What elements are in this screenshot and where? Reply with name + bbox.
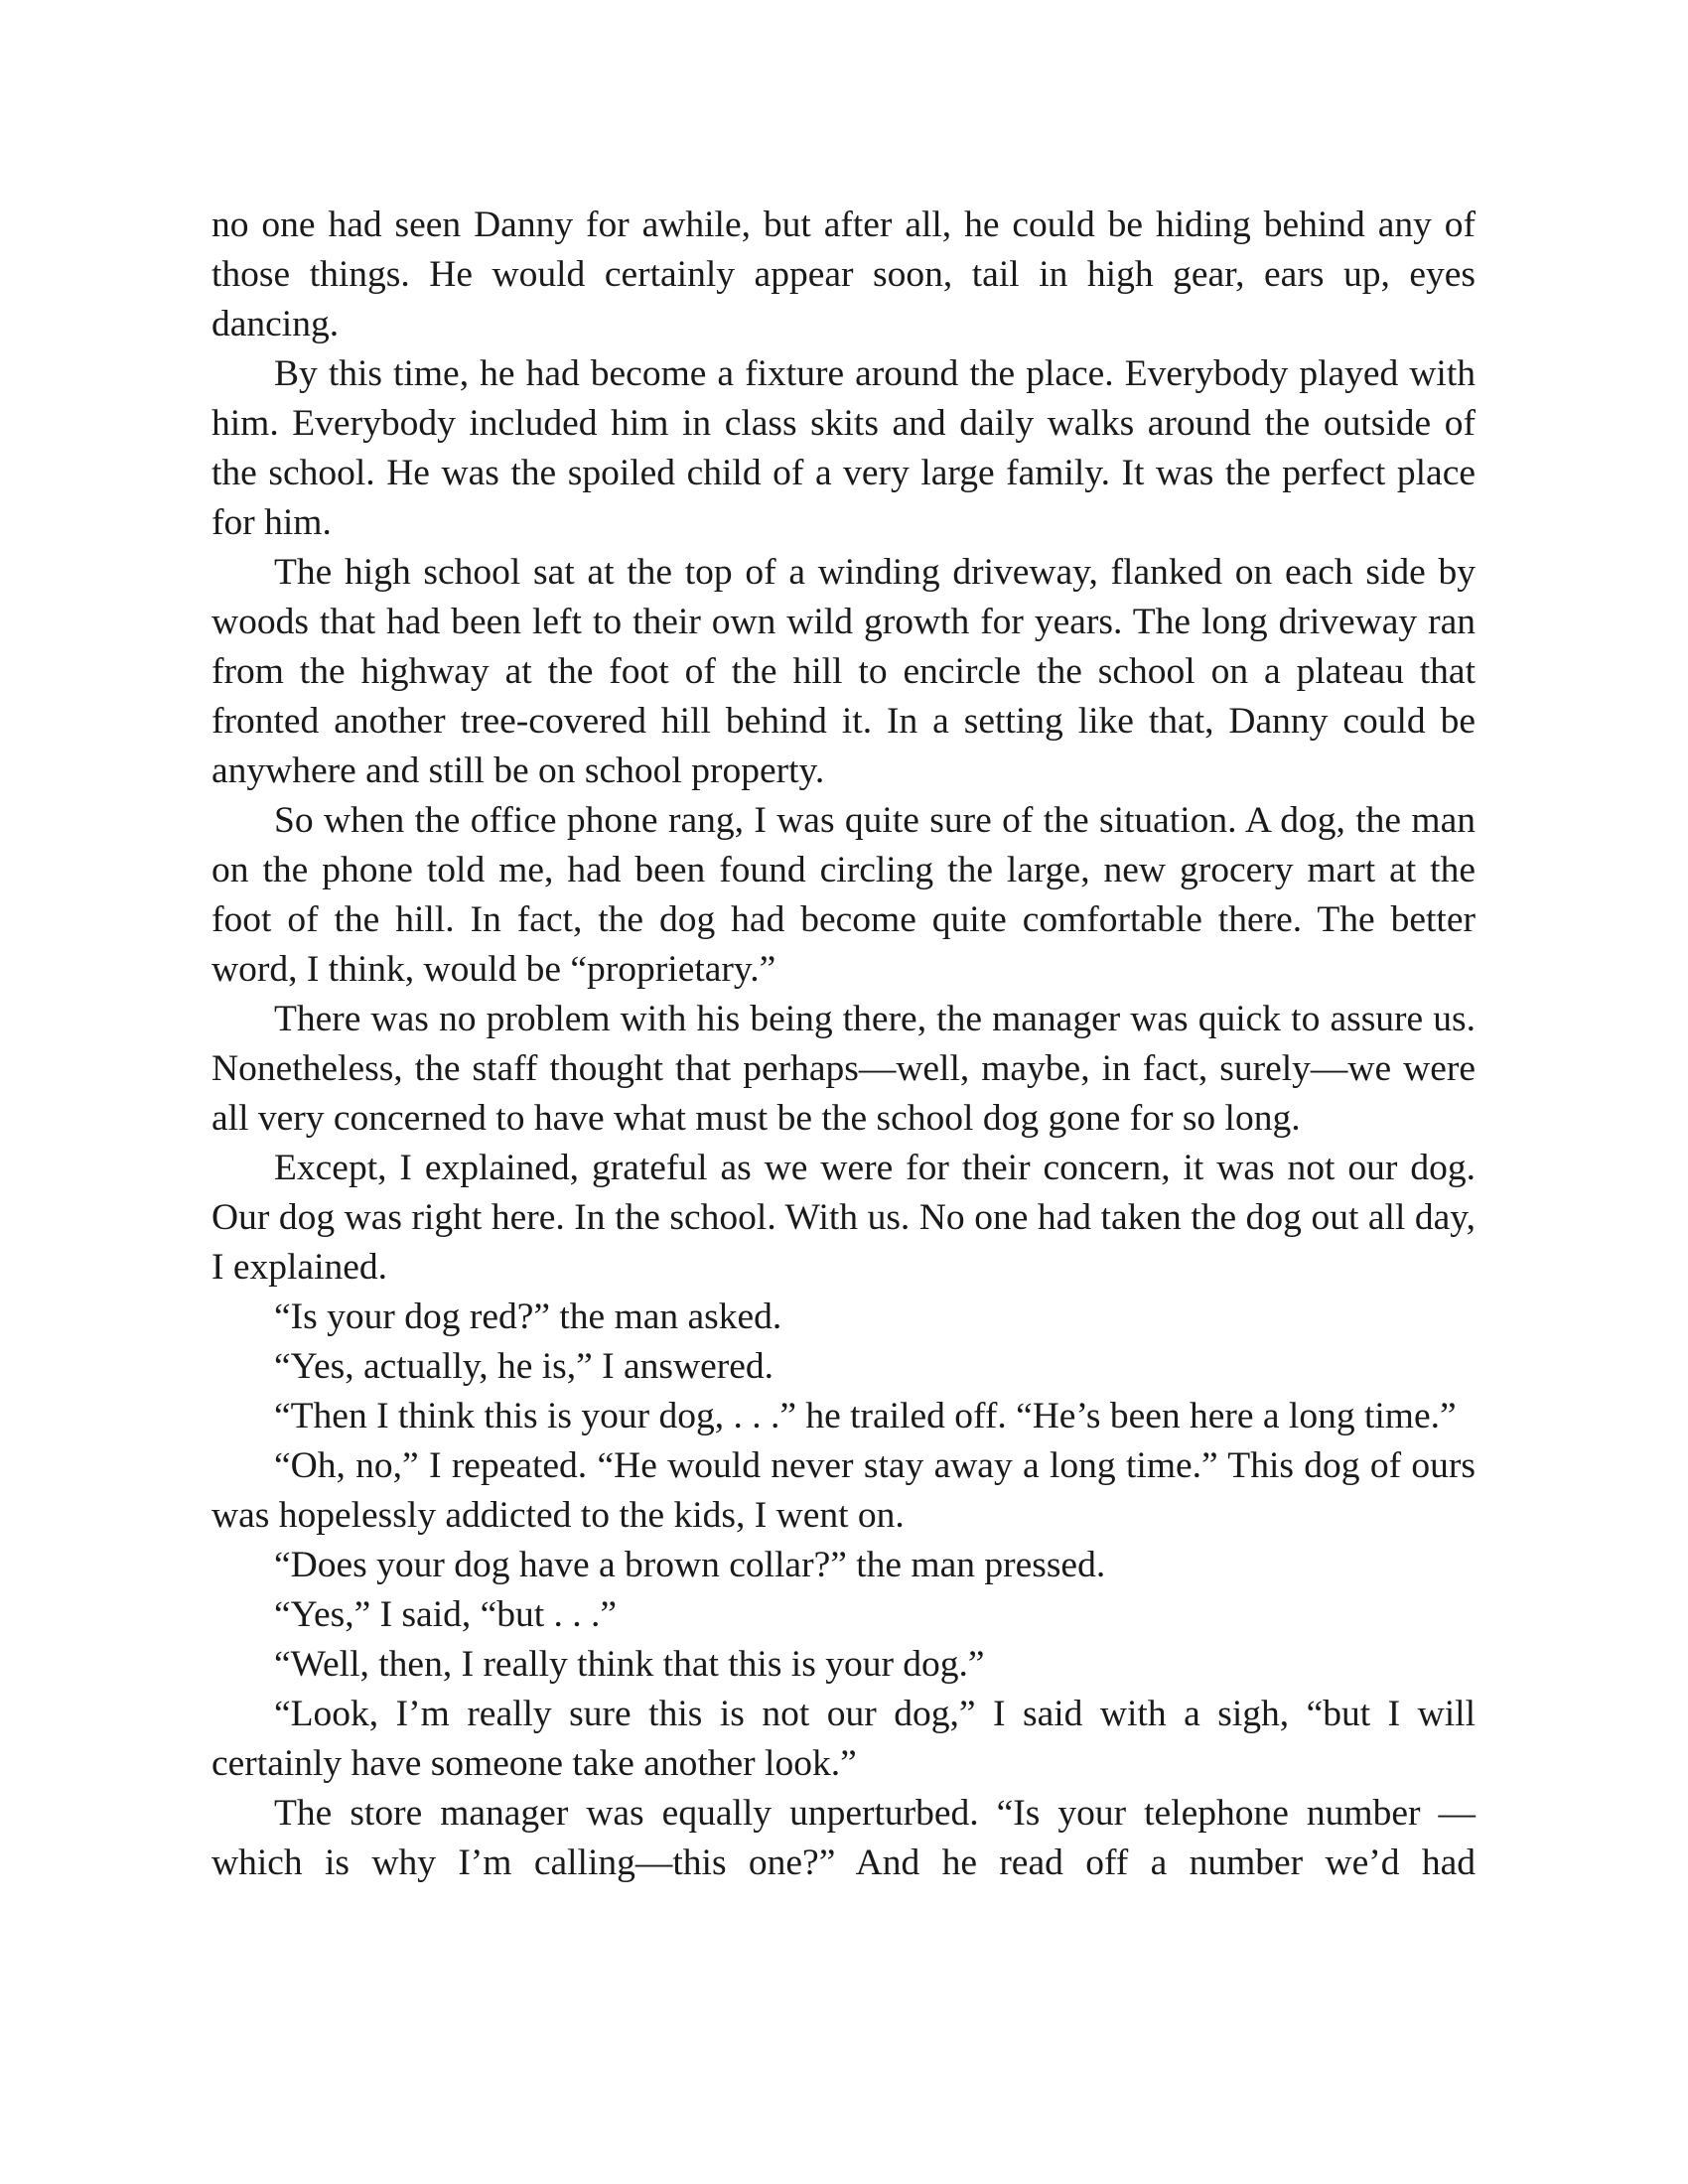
paragraph: “Yes,” I said, “but . . .” [274, 1594, 618, 1635]
paragraph: By this time, he had become a fixture around the place. Everybody played with him. Everybody included him in class skits and daily walks around the outside of the school. He was the spoiled child of a very large family. It was the perfect place for him. [211, 353, 1476, 543]
paragraph: “Is your dog red?” the man asked. [274, 1297, 782, 1337]
page-text [211, 201, 1476, 1888]
paragraph: So when the office phone rang, I was quite sure of the situation. A dog, the man on the phone told me, had been found circling the large, new grocery mart at the foot of the hill. In fact, the dog had become quite comfortable there. The better word, I think, would be “proprietary.” [211, 800, 1476, 990]
paragraph: Except, I explained, grateful as we were for their concern, it was not our dog. Our dog was right here. In the school. With us. No one had taken the dog out all day, I explained. [211, 1148, 1476, 1288]
paragraph: “Well, then, I really think that this is your dog.” [274, 1644, 985, 1685]
paragraph: The store manager was equally unperturbed. “Is your telephone number —which is why I’m calling—this one?” And he read off a number we’d had [211, 1793, 1476, 1883]
paragraph: “Yes, actually, he is,” I answered. [274, 1346, 774, 1387]
paragraph: There was no problem with his being there, the manager was quick to assure us. Nonetheless, the staff thought that perhaps—well, maybe, in fact, surely—we were all very concerned to have what must be the school dog gone for so long. [211, 999, 1476, 1139]
paragraph: no one had seen Danny for awhile, but after all, he could be hiding behind any of those things. He would certainly appear soon, tail in high gear, ears up, eyes dancing. [211, 205, 1476, 344]
paragraph: “Oh, no,” I repeated. “He would never stay away a long time.” This dog of ours was hopelessly addicted to the kids, I went on. [211, 1445, 1476, 1536]
paragraph: “Does your dog have a brown collar?” the man pressed. [274, 1545, 1106, 1585]
paragraph: “Then I think this is your dog, . . .” he trailed off. “He’s been here a long time.” [274, 1396, 1457, 1436]
paragraph: “Look, I’m really sure this is not our dog,” I said with a sigh, “but I will certainly have someone take another look.” [211, 1694, 1476, 1784]
paragraph: The high school sat at the top of a winding driveway, flanked on each side by woods that had been left to their own wild growth for years. The long driveway ran from the highway at the foot of the hill to encircle the school on a plateau that fronted another tree-covered hill behind it. In a setting like that, Danny could be anywhere and still be on school property. [211, 552, 1476, 791]
